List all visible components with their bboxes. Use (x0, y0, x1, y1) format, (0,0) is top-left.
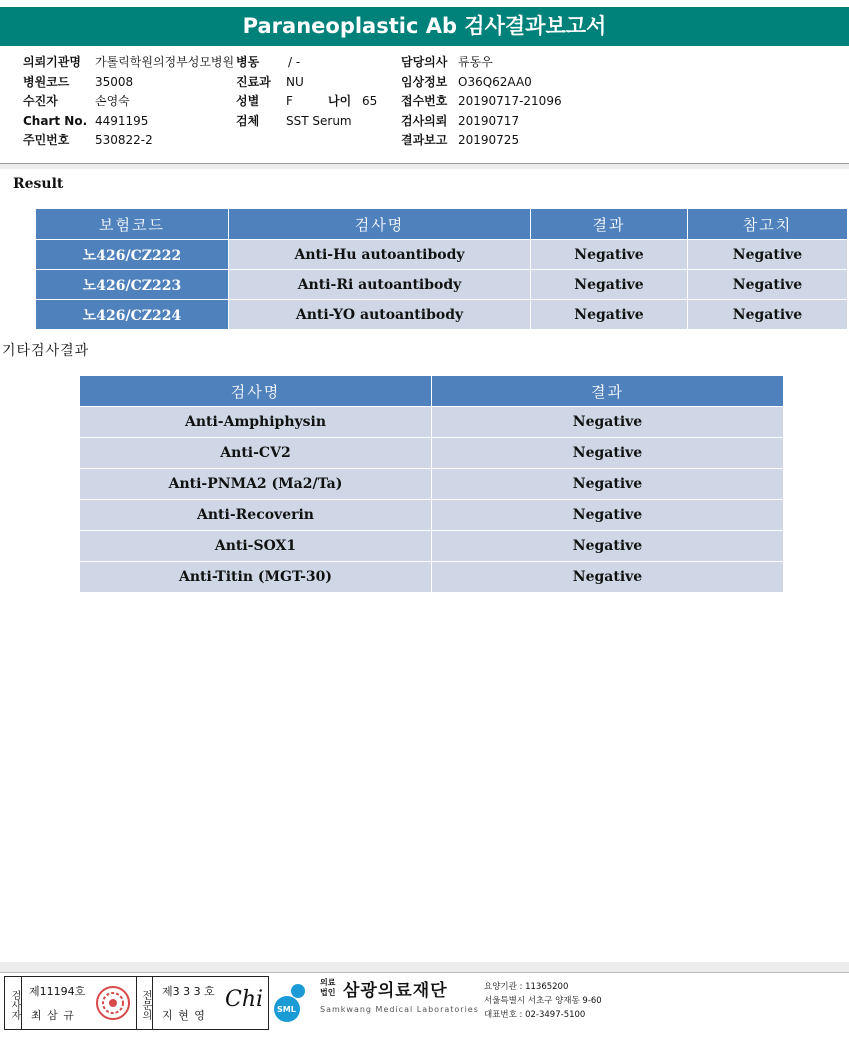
label-hospital-code: 병원코드 (23, 74, 70, 89)
cell-test: Anti-SOX1 (80, 531, 432, 562)
label-receipt-no: 접수번호 (401, 94, 448, 108)
specialist-name: 지 현 영 (162, 1009, 206, 1022)
cell-reference: Negative (688, 270, 848, 300)
value-clinical-info: O36Q62AA0 (458, 74, 532, 89)
examiner-name: 최 삼 규 (31, 1009, 75, 1022)
label-department: 진료과 (236, 74, 271, 89)
label-sex: 성별 (236, 94, 260, 108)
table-row (80, 438, 784, 469)
value-chart-no: 4491195 (95, 113, 149, 128)
cell-test: Anti-Amphiphysin (80, 407, 432, 438)
info-col3 (401, 53, 562, 151)
table-row (36, 240, 848, 270)
value-department: NU (286, 74, 304, 89)
cell-reference: Negative (688, 240, 848, 270)
signature-box (4, 976, 269, 1030)
value-hospital-code: 35008 (95, 74, 134, 89)
value-request-date: 20190717 (458, 113, 520, 128)
report-title: Paraneoplastic Ab 검사결과보고서 (0, 7, 849, 46)
org-phone: 대표번호 : 02-3497-5100 (484, 1010, 586, 1020)
cell-result: Negative (432, 438, 784, 469)
cell-result: Negative (531, 300, 688, 330)
result-section-title: Result (13, 176, 64, 192)
org-name: 삼광의료재단 (343, 981, 448, 1001)
label-doctor: 담당의사 (401, 55, 448, 69)
value-sex: F (286, 94, 293, 108)
sml-logo-icon (273, 979, 317, 1023)
examiner-license: 제11194호 (29, 985, 86, 998)
value-ward: / - (288, 55, 301, 69)
specialist-license: 제3 3 3 호 (162, 985, 215, 998)
value-age: 65 (362, 94, 378, 108)
cell-test: Anti-PNMA2 (Ma2/Ta) (80, 469, 432, 500)
cell-test: Anti-Hu autoantibody (229, 240, 531, 270)
cell-test: Anti-Titin (MGT-30) (80, 562, 432, 593)
institution-code: 요양기관 : 11365200 (484, 982, 569, 992)
footer-band (0, 962, 849, 972)
table-row (36, 300, 848, 330)
cell-result: Negative (531, 240, 688, 270)
header-result: 결과 (531, 209, 688, 240)
org-english: Samkwang Medical Laboratories (320, 1005, 479, 1014)
cell-result: Negative (432, 500, 784, 531)
table-row (80, 469, 784, 500)
cell-code: 노426/CZ222 (36, 240, 229, 270)
header-reference: 참고치 (688, 209, 848, 240)
value-specimen: SST Serum (286, 113, 352, 128)
value-report-date: 20190725 (458, 133, 520, 147)
cell-test: Anti-Recoverin (80, 500, 432, 531)
label-institution: 의뢰기관명 (23, 55, 81, 69)
label-specimen: 검체 (236, 113, 260, 128)
label-clinical-info: 임상정보 (401, 74, 448, 89)
seal-stamp-icon (95, 985, 131, 1021)
label-resident-no: 주민번호 (23, 133, 70, 147)
table-row (80, 562, 784, 593)
value-doctor: 류동우 (458, 55, 493, 69)
value-institution: 가톨릭학원의정부성모병원 (95, 55, 235, 69)
cell-test: Anti-Ri autoantibody (229, 270, 531, 300)
value-patient: 손영숙 (95, 94, 130, 108)
table-row (80, 500, 784, 531)
table-row (80, 407, 784, 438)
label-report-date: 결과보고 (401, 133, 448, 147)
info-col1 (23, 53, 234, 151)
signature: Chi (225, 987, 264, 1012)
header-test-name: 검사명 (80, 376, 432, 407)
org-address: 서울특별시 서초구 양재동 9-60 (484, 996, 602, 1006)
result-header-row (36, 209, 848, 240)
cell-test: Anti-YO autoantibody (229, 300, 531, 330)
footer (0, 962, 849, 1040)
value-receipt-no: 20190717-21096 (458, 94, 562, 108)
result-table (35, 208, 848, 330)
label-ward: 병동 (236, 55, 260, 69)
cell-result: Negative (432, 469, 784, 500)
cell-code: 노426/CZ223 (36, 270, 229, 300)
table-row (36, 270, 848, 300)
org-prefix: 의료법인 (320, 978, 336, 997)
label-age: 나이 (328, 94, 352, 108)
cell-result: Negative (432, 562, 784, 593)
cell-result: Negative (531, 270, 688, 300)
cell-test: Anti-CV2 (80, 438, 432, 469)
header-band (0, 164, 849, 169)
cell-code: 노426/CZ224 (36, 300, 229, 330)
table-row (80, 531, 784, 562)
label-chart-no: Chart No. (23, 113, 88, 128)
info-col2 (236, 53, 377, 131)
header-insurance-code: 보험코드 (36, 209, 229, 240)
header-test-name: 검사명 (229, 209, 531, 240)
cell-reference: Negative (688, 300, 848, 330)
other-header-row (80, 376, 784, 407)
label-patient: 수진자 (23, 94, 58, 108)
cell-result: Negative (432, 407, 784, 438)
label-request-date: 검사의뢰 (401, 113, 448, 128)
other-table (79, 375, 784, 593)
sml-logo-badge: SML (277, 1005, 296, 1014)
header-result: 결과 (432, 376, 784, 407)
examiner-label: 검사자 (5, 977, 22, 1029)
specialist-label: 전문의 (136, 977, 153, 1029)
cell-result: Negative (432, 531, 784, 562)
value-resident-no: 530822-2 (95, 133, 153, 147)
other-section-title: 기타검사결과 (2, 343, 90, 359)
footer-divider (0, 972, 849, 973)
